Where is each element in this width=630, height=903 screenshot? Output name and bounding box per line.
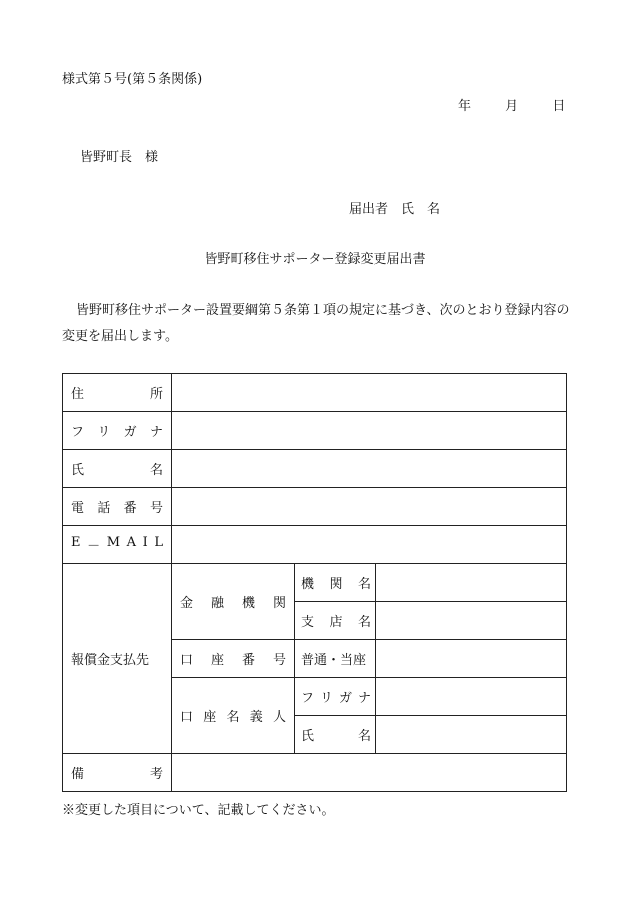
label-account-number <box>172 640 295 678</box>
label-char: 話 <box>97 501 111 516</box>
label-name <box>63 450 172 488</box>
form-number: 様式第５号(第５条関係) <box>62 72 203 87</box>
label-char: 氏 <box>301 729 315 744</box>
label-char: L <box>154 535 163 550</box>
label-char: 機 <box>301 577 315 592</box>
label-payment-destination: 報償金支払先 <box>63 564 172 754</box>
label-char: 備 <box>71 767 85 782</box>
label-holder-furigana <box>295 678 376 716</box>
furigana-field[interactable] <box>172 412 567 450</box>
label-bank <box>172 564 295 640</box>
label-char: ナ <box>149 425 163 440</box>
account-type-label: 普通・当座 <box>295 640 376 678</box>
row-furigana <box>63 412 567 450</box>
label-phone <box>63 488 172 526</box>
label-char: 機 <box>241 596 255 611</box>
date-line <box>458 95 565 114</box>
label-char: ガ <box>123 425 137 440</box>
label-char: 融 <box>210 596 224 611</box>
label-char: 座 <box>210 653 224 668</box>
label-char: 名 <box>226 710 240 725</box>
bank-name-field[interactable] <box>376 564 567 602</box>
label-char: 支 <box>301 615 315 630</box>
label-char: 所 <box>149 387 163 402</box>
label-char: － <box>87 539 101 554</box>
label-char: 名 <box>357 729 371 744</box>
address-field[interactable] <box>172 374 567 412</box>
label-branch-name <box>295 602 376 640</box>
label-char: 考 <box>149 767 163 782</box>
document-title: 皆野町移住サポーター登録変更届出書 <box>204 252 426 267</box>
label-char: 関 <box>272 596 286 611</box>
label-char: 住 <box>71 387 85 402</box>
label-char: 号 <box>272 653 286 668</box>
intro-paragraph: 皆野町移住サポーター設置要綱第５条第１項の規定に基づき、次のとおり登録内容の変更を届出します。 <box>62 303 570 344</box>
label-char: 店 <box>329 615 343 630</box>
label-char: 名 <box>357 615 371 630</box>
label-char: ナ <box>357 691 371 706</box>
label-furigana <box>63 412 172 450</box>
label-char: 人 <box>272 710 286 725</box>
label-char: A <box>126 535 136 550</box>
date-month: 月 <box>505 99 519 114</box>
row-email <box>63 526 567 564</box>
label-char: I <box>142 535 148 550</box>
addressee: 皆野町長 様 <box>80 150 159 165</box>
label-remarks <box>63 754 172 792</box>
label-email <box>63 526 172 564</box>
date-year: 年 <box>458 99 472 114</box>
account-number-field[interactable] <box>376 640 567 678</box>
label-char: フ <box>301 691 315 706</box>
label-holder-name <box>295 716 376 754</box>
label-char: 番 <box>123 501 137 516</box>
label-address <box>63 374 172 412</box>
phone-field[interactable] <box>172 488 567 526</box>
label-char: 氏 <box>71 463 85 478</box>
label-char: E <box>71 535 81 550</box>
branch-name-field[interactable] <box>376 602 567 640</box>
label-char: リ <box>97 425 111 440</box>
row-bank-name <box>63 564 567 602</box>
row-remarks <box>63 754 567 792</box>
applicant-name-label: 届出者 氏 名 <box>349 202 441 217</box>
label-char: 番 <box>241 653 255 668</box>
row-phone <box>63 488 567 526</box>
label-char: 口 <box>180 653 194 668</box>
label-bank-name <box>295 564 376 602</box>
remarks-field[interactable] <box>172 754 567 792</box>
label-char: リ <box>319 691 333 706</box>
label-char: 関 <box>329 577 343 592</box>
registration-change-table <box>62 373 567 792</box>
holder-name-field[interactable] <box>376 716 567 754</box>
label-char: 名 <box>149 463 163 478</box>
label-account-holder <box>172 678 295 754</box>
label-char: 名 <box>357 577 371 592</box>
label-char: 号 <box>149 501 163 516</box>
label-char: 電 <box>71 501 85 516</box>
label-char: ガ <box>338 691 352 706</box>
label-char: M <box>106 535 121 550</box>
name-field[interactable] <box>172 450 567 488</box>
date-day: 日 <box>552 99 566 114</box>
email-field[interactable] <box>172 526 567 564</box>
label-char: 義 <box>249 710 263 725</box>
holder-furigana-field[interactable] <box>376 678 567 716</box>
row-name <box>63 450 567 488</box>
label-char: 金 <box>180 596 194 611</box>
label-char: 口 <box>180 710 194 725</box>
label-char: 座 <box>203 710 217 725</box>
label-char: フ <box>71 425 85 440</box>
footnote: ※変更した項目について、記載してください。 <box>62 803 335 818</box>
row-address <box>63 374 567 412</box>
